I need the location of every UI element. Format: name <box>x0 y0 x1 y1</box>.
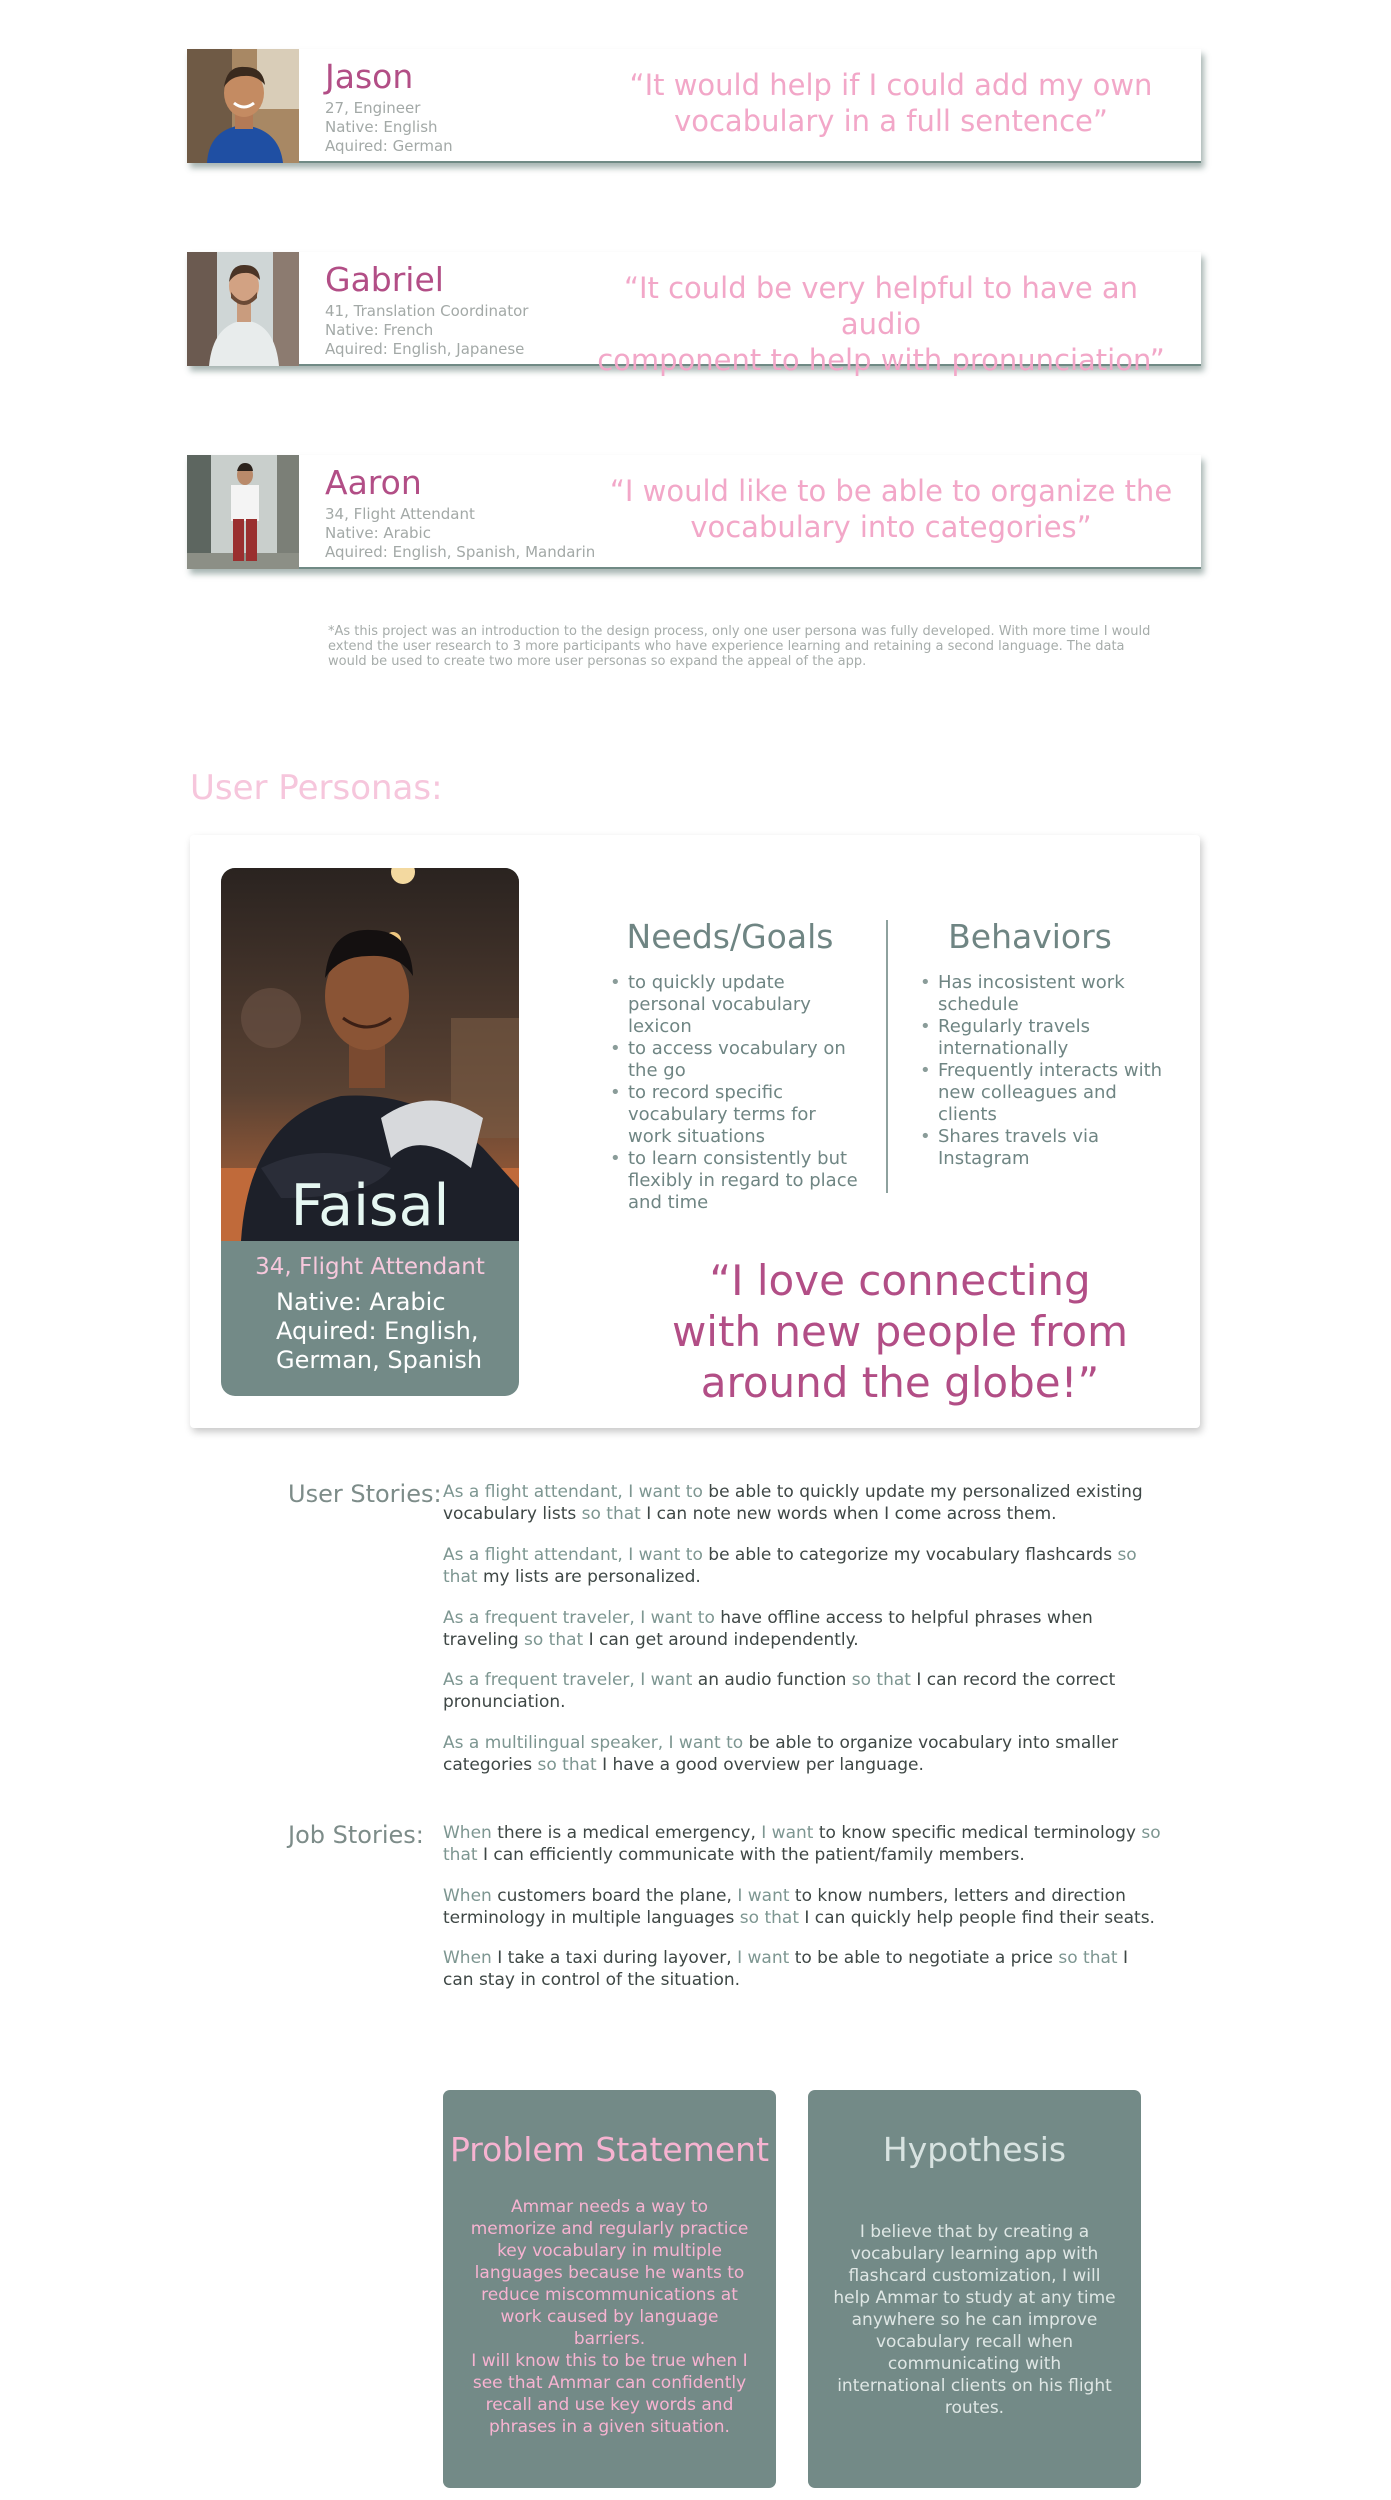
story-text: I can quickly help people find their seats. <box>804 1907 1155 1928</box>
story-keyword: As a flight attendant, I want to <box>443 1482 709 1502</box>
story-text: I can note new words when I come across them. <box>646 1503 1057 1524</box>
problem-statement-validation: I will know this to be true when I see that Ammar can confidently recall and use key words and phrases in a given situation. <box>471 2351 748 2437</box>
interviewee-details: 27, Engineer Native: English Aquired: German <box>325 99 453 155</box>
jason-photo <box>187 49 299 163</box>
story-keyword: so that <box>851 1670 917 1690</box>
interviewee-details: 34, Flight Attendant Native: Arabic Aquired: English, Spanish, Mandarin <box>325 505 596 561</box>
story-keyword: so that <box>443 1545 1137 1587</box>
story-keyword: so that <box>581 1503 647 1524</box>
story-text: have offline access to helpful phrases when traveling <box>443 1608 1093 1650</box>
story-keyword: As a multilingual speaker, I want to <box>443 1733 749 1753</box>
gabriel-photo <box>187 252 299 366</box>
story-text: to know numbers, letters and direction terminology in multiple languages <box>443 1886 1126 1928</box>
interviewee-details: 41, Translation Coordinator Native: French Aquired: English, Japanese <box>325 302 529 358</box>
job-story <box>443 1948 1163 1991</box>
story-keyword: I want <box>737 1886 795 1906</box>
list-item: • Frequently interacts with new colleagues and clients <box>920 1060 1170 1126</box>
interview-card-aaron <box>187 455 1201 569</box>
list-item: • Has incosistent work schedule <box>920 972 1170 1016</box>
section-title-user-personas: User Personas: <box>190 768 443 808</box>
user-story <box>443 1670 1163 1713</box>
story-text: to know specific medical terminology <box>818 1823 1142 1843</box>
needs-goals-list <box>610 972 860 1214</box>
hypothesis-box <box>808 2090 1141 2488</box>
story-text: I can get around independently. <box>588 1629 859 1650</box>
story-text: I have a good overview per language. <box>602 1754 924 1775</box>
story-text: there is a medical emergency, <box>497 1823 762 1843</box>
aaron-photo <box>187 455 299 569</box>
list-item: • to access vocabulary on the go <box>610 1038 860 1082</box>
interview-card-gabriel <box>187 252 1201 377</box>
job-stories-label: Job Stories: <box>288 1821 424 1849</box>
user-story <box>443 1608 1163 1651</box>
user-stories-label: User Stories: <box>288 1480 442 1508</box>
interview-quote: “It could be very helpful to have an audio component to help with pronunciation” <box>597 271 1165 377</box>
behaviors-list <box>920 972 1170 1170</box>
story-text: customers board the plane, <box>497 1886 738 1906</box>
story-keyword: As a frequent traveler, I want <box>443 1670 698 1690</box>
persona-name: Faisal <box>290 1173 450 1239</box>
list-item: • to record specific vocabulary terms for work situations <box>610 1082 860 1148</box>
story-text: I take a taxi during layover, <box>497 1948 738 1968</box>
interviewee-name: Aaron <box>325 463 422 502</box>
list-item: • Shares travels via Instagram <box>920 1126 1170 1170</box>
story-keyword: When <box>443 1823 498 1843</box>
persona-acquired: Aquired: English, <box>276 1317 479 1345</box>
needs-goals-heading: Needs/Goals <box>626 917 834 956</box>
research-footnote: *As this project was an introduction to the design process, only one user persona was fully developed. With more time I would extend the user research to 3 more participants who have experience learning and retaining a second language. The data would be used to create two more user personas so expand the appeal of the app. <box>328 624 1151 669</box>
user-story <box>443 1733 1163 1776</box>
story-text: be able to organize vocabulary into smaller categories <box>443 1733 1119 1775</box>
interviewee-name: Gabriel <box>325 260 444 299</box>
interview-card-jason <box>187 49 1201 163</box>
story-text: be able to quickly update my personalized existing vocabulary lists <box>443 1482 1143 1524</box>
story-keyword: so that <box>537 1754 603 1775</box>
interviewee-name: Jason <box>325 57 414 96</box>
hypothesis-title: Hypothesis <box>882 2130 1067 2169</box>
job-story <box>443 1823 1163 1866</box>
story-keyword: so that <box>1058 1948 1123 1968</box>
story-keyword: When <box>443 1948 498 1968</box>
story-text: an audio function <box>697 1670 852 1690</box>
persona-card <box>221 868 519 1396</box>
story-keyword: As a flight attendant, I want to <box>443 1545 709 1565</box>
story-text: be able to categorize my vocabulary flashcards <box>708 1545 1118 1565</box>
story-text: I can stay in control of the situation. <box>443 1948 1128 1990</box>
behaviors-heading: Behaviors <box>948 917 1112 956</box>
story-text: I can record the correct pronunciation. <box>443 1670 1116 1712</box>
list-item: • to learn consistently but flexibly in regard to place and time <box>610 1148 860 1214</box>
list-item: • to quickly update personal vocabulary lexicon <box>610 972 860 1038</box>
problem-statement-text: Ammar needs a way to memorize and regularly practice key vocabulary in multiple languages because he wants to reduce miscommunications at work caused by language barriers. <box>470 2197 749 2349</box>
user-story <box>443 1545 1163 1588</box>
problem-statement-title: Problem Statement <box>449 2130 770 2169</box>
user-story <box>443 1482 1163 1525</box>
story-keyword: I want <box>761 1823 819 1843</box>
job-story <box>443 1886 1163 1929</box>
hypothesis-text: I believe that by creating a vocabulary learning app with flashcard customization, I will help Ammar to study at any time anywhere so he can improve vocabulary recall when communicating with international clients on his flight routes. <box>833 2222 1116 2418</box>
story-keyword: When <box>443 1886 498 1906</box>
problem-statement-box <box>443 2090 776 2488</box>
story-text: my lists are personalized. <box>482 1566 701 1587</box>
persona-quote: “I love connecting with new people from around the globe!” <box>671 1256 1129 1407</box>
story-text: to be able to negotiate a price <box>794 1948 1059 1968</box>
interview-quote: “It would help if I could add my own vocabulary in a full sentence” <box>629 68 1153 138</box>
persona-acquired-cont: German, Spanish <box>276 1346 483 1374</box>
persona-native: Native: Arabic <box>276 1288 446 1316</box>
column-divider <box>886 920 888 1193</box>
list-item: • Regularly travels internationally <box>920 1016 1170 1060</box>
persona-panel <box>190 835 1200 1428</box>
story-keyword: so that <box>443 1823 1161 1865</box>
story-keyword: so that <box>524 1629 589 1650</box>
story-keyword: I want <box>737 1948 795 1968</box>
persona-role: 34, Flight Attendant <box>255 1254 485 1280</box>
story-keyword: As a frequent traveler, I want to <box>443 1608 721 1628</box>
story-keyword: so that <box>739 1907 805 1928</box>
story-text: I can efficiently communicate with the patient/family members. <box>482 1844 1025 1865</box>
interview-quote: “I would like to be able to organize the vocabulary into categories” <box>609 474 1173 544</box>
